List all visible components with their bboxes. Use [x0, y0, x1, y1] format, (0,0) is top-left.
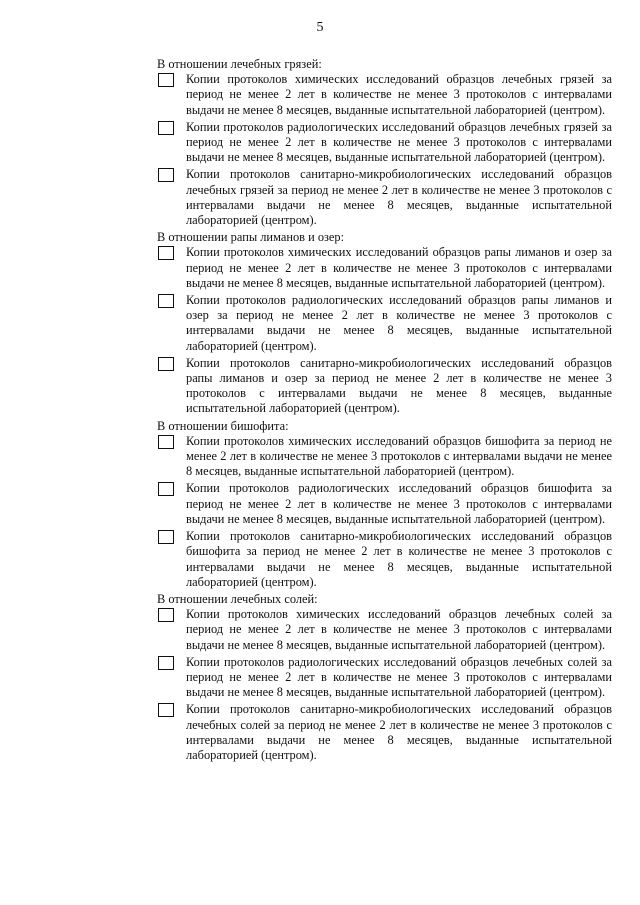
checklist-item — [157, 356, 612, 417]
checklist-item — [157, 702, 612, 763]
checkbox[interactable] — [158, 357, 174, 371]
checklist-content — [157, 57, 612, 765]
checklist-item-text: Копии протоколов химических исследований образцов лечебных солей за период не менее 2 лет в количестве не менее 3 протоколов с интервалами выдачи не менее 8 месяцев, выданные испытательной лабораторией (центром). — [186, 607, 612, 652]
checkbox[interactable] — [158, 435, 174, 449]
section-heading: В отношении рапы лиманов и озер: — [157, 230, 345, 245]
section-brine — [157, 230, 612, 416]
checkbox[interactable] — [158, 530, 174, 544]
checklist-item — [157, 72, 612, 118]
checkbox[interactable] — [158, 294, 174, 308]
checkbox[interactable] — [158, 246, 174, 260]
checklist-item-text: Копии протоколов химических исследований образцов бишофита за период не менее 2 лет в количестве не менее 3 протоколов с интервалами выдачи не менее 8 месяцев, выданные испытательной лабораторией (центром). — [186, 433, 612, 479]
checklist-item — [157, 293, 612, 354]
page-number: 5 — [316, 20, 324, 35]
checklist-item-text: Копии протоколов химических исследований образцов лечебных грязей за период не менее 2 лет в количестве не менее 3 протоколов с интервалами выдачи не менее 8 месяцев, выданные испытательной лабораторией (центром). — [186, 72, 612, 117]
checklist-item — [157, 529, 612, 590]
checklist-item-text: Копии протоколов радиологических исследований образцов бишофита за период не менее 2 лет в количестве не менее 3 протоколов с интервалами выдачи не менее 8 месяцев, выданные испытательной лабораторией (центром). — [186, 481, 612, 526]
checklist-item-text: Копии протоколов санитарно-микробиологических исследований образцов рапы лиманов и озер за период не менее 2 лет в количестве не менее 3 протоколов с интервалами выдачи не менее 8 месяцев, выданные испытательной лабораторией (центром). — [186, 355, 612, 416]
checkbox[interactable] — [158, 168, 174, 182]
checklist-item-text: Копии протоколов химических исследований образцов рапы лиманов и озер за период не менее 2 лет в количестве не менее 3 протоколов с интервалами выдачи не менее 8 месяцев, выданные испытательной лабораторией (центром). — [186, 245, 612, 290]
checkbox[interactable] — [158, 73, 174, 87]
section-heading: В отношении бишофита: — [157, 418, 289, 433]
section-therapeutic-mud — [157, 57, 612, 228]
checklist-item — [157, 167, 612, 228]
checklist-item — [157, 655, 612, 701]
checklist-item — [157, 607, 612, 653]
section-therapeutic-salts — [157, 592, 612, 763]
checklist-item-text: Копии протоколов радиологических исследований образцов лечебных солей за период не менее 2 лет в количестве не менее 3 протоколов с интервалами выдачи не менее 8 месяцев, выданные испытательной лабораторией (центром). — [186, 654, 612, 700]
checkbox[interactable] — [158, 656, 174, 670]
checklist-item — [157, 481, 612, 527]
checklist-item-text: Копии протоколов радиологических исследований образцов лечебных грязей за период не менее 2 лет в количестве не менее 3 протоколов с интервалами выдачи не менее 8 месяцев, выданные испытательной лабораторией (центром). — [186, 119, 612, 165]
checklist-item-text: Копии протоколов санитарно-микробиологических исследований образцов лечебных грязей за период не менее 2 лет в количестве не менее 3 протоколов с интервалами выдачи не менее 8 месяцев, выданные испытательной лабораторией (центром). — [186, 167, 612, 228]
checkbox[interactable] — [158, 482, 174, 496]
checklist-item-text: Копии протоколов радиологических исследований образцов рапы лиманов и озер за период не менее 2 лет в количестве не менее 3 протоколов с интервалами выдачи не менее 8 месяцев, выданные испытательной лабораторией (центром). — [186, 293, 612, 353]
section-bischofite — [157, 419, 612, 590]
checkbox[interactable] — [158, 121, 174, 135]
checklist-item-text: Копии протоколов санитарно-микробиологических исследований образцов бишофита за период не менее 2 лет в количестве не менее 3 протоколов с интервалами выдачи не менее 8 месяцев, выданные испытательной лабораторией (центром). — [186, 529, 612, 589]
checkbox[interactable] — [158, 703, 174, 717]
section-heading: В отношении лечебных грязей: — [157, 57, 322, 71]
checkbox[interactable] — [158, 608, 174, 622]
checklist-item — [157, 120, 612, 166]
checklist-item — [157, 434, 612, 480]
checklist-item — [157, 245, 612, 291]
checklist-item-text: Копии протоколов санитарно-микробиологических исследований образцов лечебных солей за период не менее 2 лет в количестве не менее 3 протоколов с интервалами выдачи не менее 8 месяцев, выданные испытательной лабораторией (центром). — [186, 702, 612, 762]
section-heading: В отношении лечебных солей: — [157, 591, 318, 606]
